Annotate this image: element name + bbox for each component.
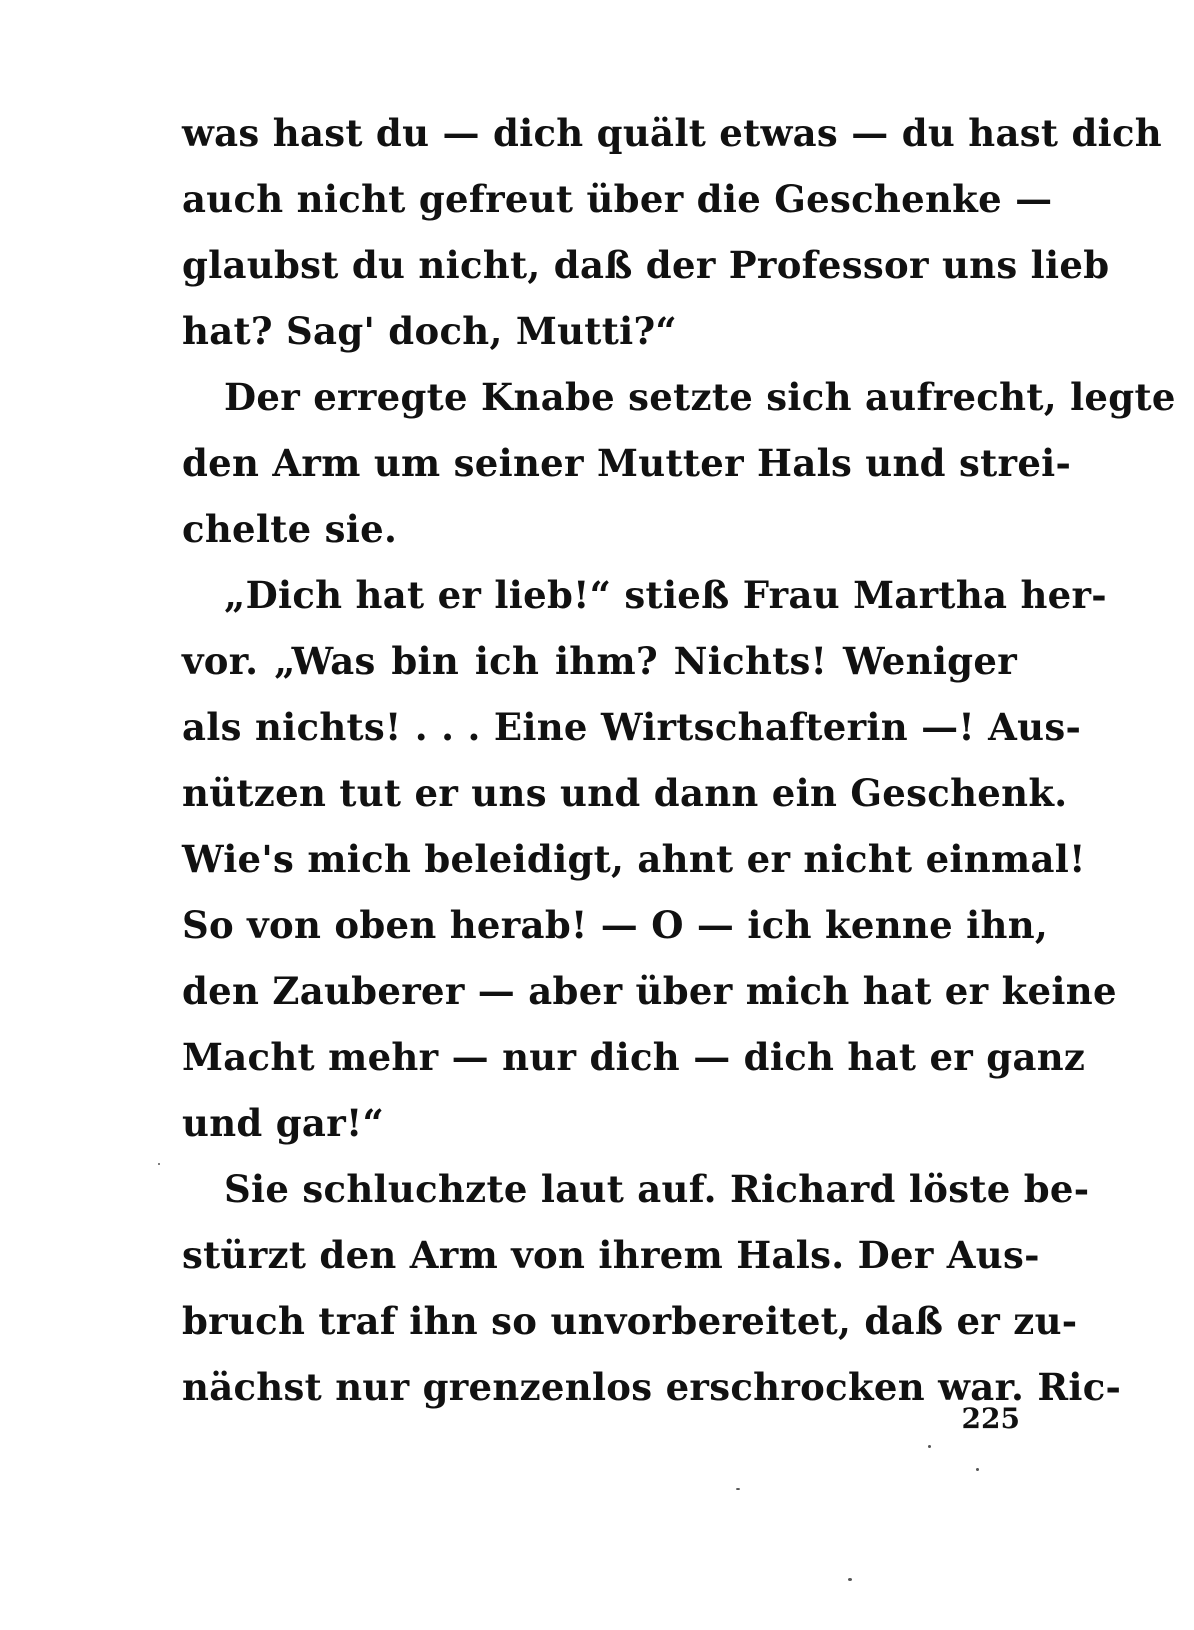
- scan-speck: [976, 1468, 979, 1471]
- scan-speck: [928, 1445, 931, 1448]
- body-text: [182, 100, 1176, 1420]
- text-line: und gar!“: [182, 1101, 385, 1145]
- text-line: vor. „Was bin ich ihm? Nichts! Weniger: [182, 639, 1017, 683]
- text-line: bruch traf ihn so unvorbereitet, daß er zu-: [182, 1299, 1078, 1343]
- text-line: Sie schluchzte laut auf. Richard löste be-: [224, 1167, 1090, 1211]
- scan-speck: [736, 1488, 740, 1490]
- text-line: was hast du — dich quält etwas — du hast dich: [182, 111, 1162, 155]
- text-line: auch nicht gefreut über die Geschenke —: [182, 177, 1053, 221]
- text-line: glaubst du nicht, daß der Professor uns lieb: [182, 243, 1110, 287]
- text-line: „Dich hat er lieb!“ stieß Frau Martha her-: [224, 573, 1107, 617]
- text-line: nächst nur grenzenlos erschrocken war. Ric-: [182, 1365, 1122, 1409]
- text-line: So von oben herab! — O — ich kenne ihn,: [182, 903, 1049, 947]
- scan-speck: [158, 1163, 160, 1165]
- text-line: Macht mehr — nur dich — dich hat er ganz: [182, 1035, 1086, 1079]
- text-line: den Arm um seiner Mutter Hals und strei-: [182, 441, 1072, 485]
- text-line: nützen tut er uns und dann ein Geschenk.: [182, 771, 1068, 815]
- text-line: stürzt den Arm von ihrem Hals. Der Aus-: [182, 1233, 1040, 1277]
- text-line: als nichts! . . . Eine Wirtschafterin —! Aus-: [182, 705, 1082, 749]
- text-line: chelte sie.: [182, 507, 398, 551]
- text-line: den Zauberer — aber über mich hat er keine: [182, 969, 1117, 1013]
- scan-speck: [848, 1578, 852, 1581]
- text-line: Der erregte Knabe setzte sich aufrecht, legte: [224, 375, 1176, 419]
- page-number: 225: [961, 1402, 1020, 1435]
- text-line: Wie's mich beleidigt, ahnt er nicht einmal!: [182, 837, 1086, 881]
- text-line: hat? Sag' doch, Mutti?“: [182, 309, 677, 353]
